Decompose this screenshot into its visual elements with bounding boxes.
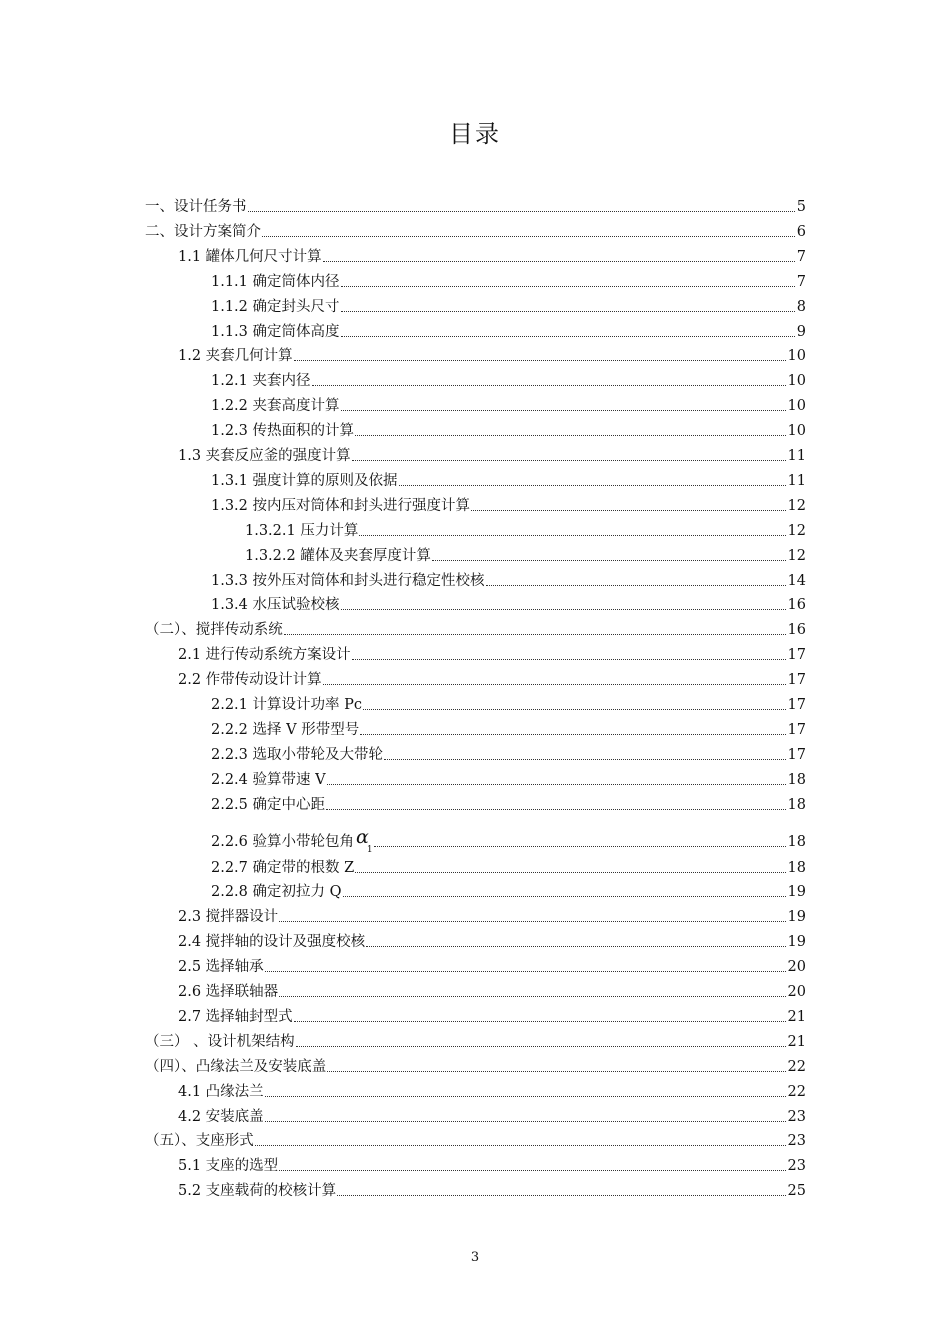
page-title: 目录 <box>449 120 501 148</box>
toc-entry-label: 2.2.8 确定初拉力 Q <box>211 884 342 901</box>
toc-entry-page: 17 <box>787 721 806 738</box>
toc-entry[interactable] <box>245 543 806 565</box>
toc-entry-label: 1.3 夹套反应釜的强度计算 <box>178 448 351 464</box>
toc-entry[interactable] <box>178 642 806 664</box>
toc-entry[interactable] <box>211 294 806 316</box>
toc-entry[interactable] <box>211 692 806 714</box>
dot-leader <box>337 1195 785 1196</box>
toc-entry-label: 1.3.1 强度计算的原则及依据 <box>211 472 398 489</box>
dot-leader <box>255 1145 786 1146</box>
dot-leader <box>352 460 786 461</box>
toc-entry-label: （三） 、设计机架结构 <box>145 1033 295 1050</box>
toc-entry[interactable] <box>145 617 806 639</box>
toc-entry-label: 1.2.2 夹套高度计算 <box>211 398 340 415</box>
dot-leader <box>341 410 786 411</box>
dot-leader <box>296 1046 786 1047</box>
toc-entry-page: 17 <box>787 647 806 664</box>
dot-leader <box>343 896 786 897</box>
toc-entry-page: 21 <box>787 1008 806 1025</box>
toc-entry-label: 1.2.1 夹套内径 <box>211 373 311 390</box>
toc-entry[interactable] <box>211 817 806 855</box>
toc-entry-label: 1.3.2 按内压对筒体和封头进行强度计算 <box>211 497 471 514</box>
toc-entry-page: 25 <box>787 1183 806 1200</box>
toc-entry-page: 21 <box>787 1033 806 1050</box>
toc-entry-label: 一、设计任务书 <box>145 199 247 215</box>
toc-entry[interactable] <box>211 418 806 440</box>
dot-leader <box>360 734 785 735</box>
toc-entry-page: 16 <box>787 597 806 614</box>
toc-entry-page: 18 <box>787 771 806 788</box>
toc-entry-label: （四）、凸缘法兰及安装底盖 <box>145 1058 327 1075</box>
toc-entry[interactable] <box>178 904 806 926</box>
dot-leader <box>341 311 795 312</box>
toc-entry[interactable] <box>178 244 806 266</box>
toc-entry-page: 14 <box>787 572 806 589</box>
toc-entry-label: 二、设计方案简介 <box>145 223 261 240</box>
toc-entry-page: 10 <box>787 423 806 440</box>
toc-entry-label: 1.1.1 确定筒体内径 <box>211 273 340 290</box>
toc-entry[interactable] <box>145 1029 806 1051</box>
toc-entry-page: 12 <box>787 547 806 564</box>
toc-entry-page: 18 <box>787 833 806 850</box>
toc-entry-label: 2.2.1 计算设计功率 Pc <box>211 697 362 713</box>
toc-entry[interactable] <box>145 1054 806 1076</box>
dot-leader <box>294 1021 786 1022</box>
dot-leader <box>374 846 786 847</box>
dot-leader <box>366 946 785 947</box>
toc-entry-page: 12 <box>787 522 806 539</box>
toc-entry[interactable] <box>178 1079 806 1101</box>
alpha-symbol: α <box>356 825 369 848</box>
dot-leader <box>323 261 795 262</box>
toc-entry-page: 23 <box>787 1108 806 1125</box>
toc-entry[interactable] <box>211 592 806 614</box>
toc-entry-page: 10 <box>787 348 806 365</box>
toc-entry[interactable] <box>211 493 806 515</box>
toc-entry-page: 12 <box>787 497 806 514</box>
toc-entry-label: 2.7 选择轴封型式 <box>178 1008 293 1025</box>
toc-entry-label: （五）、支座形式 <box>145 1133 254 1150</box>
toc-entry[interactable] <box>178 954 806 976</box>
toc-entry-label: 1.3.2.1 压力计算 <box>245 522 359 539</box>
toc-entry-label: 2.2.2 选择 V 形带型号 <box>211 721 360 738</box>
toc-entry-label: 1.1.3 确定筒体高度 <box>211 323 340 340</box>
toc-entry-label: 1.2 夹套几何计算 <box>178 348 293 365</box>
toc-entry-page: 19 <box>787 909 806 926</box>
dot-leader <box>341 286 795 287</box>
toc-entry-label: 2.1 进行传动系统方案设计 <box>178 647 351 664</box>
dot-leader <box>432 560 786 561</box>
toc-entry[interactable] <box>178 929 806 951</box>
page-number: 3 <box>470 1250 480 1265</box>
toc-entry[interactable] <box>145 194 806 216</box>
dot-leader <box>248 211 795 212</box>
toc-entry-page: 23 <box>787 1158 806 1175</box>
toc-entry-label: 1.3.2.2 罐体及夹套厚度计算 <box>245 547 431 564</box>
toc-entry[interactable] <box>211 855 806 877</box>
dot-leader <box>471 510 786 511</box>
toc-entry-label: 1.3.3 按外压对筒体和封头进行稳定性校核 <box>211 572 485 589</box>
dot-leader <box>262 236 795 237</box>
toc-entry-label: 2.2.6 验算小带轮包角 <box>211 833 355 850</box>
dot-leader <box>341 609 786 610</box>
dot-leader <box>359 535 785 536</box>
toc-entry[interactable] <box>178 1178 806 1200</box>
toc-entry-page: 17 <box>787 697 806 713</box>
toc-entry[interactable] <box>145 1128 806 1150</box>
toc-entry[interactable] <box>211 269 806 291</box>
dot-leader <box>312 385 786 386</box>
toc-entry-page: 6 <box>796 223 806 240</box>
dot-leader <box>294 360 786 361</box>
toc-entry-label: 5.1 支座的选型 <box>178 1158 279 1175</box>
dot-leader <box>284 634 786 635</box>
toc-entry-label: 5.2 支座载荷的校核计算 <box>178 1183 337 1200</box>
toc-entry-page: 10 <box>787 398 806 415</box>
toc-entry[interactable] <box>178 343 806 365</box>
toc-entry-page: 19 <box>787 884 806 901</box>
toc-entry-label: 1.3.4 水压试验校核 <box>211 597 340 614</box>
dot-leader <box>327 1071 785 1072</box>
toc-entry-label: 2.4 搅拌轴的设计及强度校核 <box>178 934 366 951</box>
dot-leader <box>279 996 785 997</box>
toc-entry[interactable] <box>211 319 806 341</box>
toc-entry-page: 20 <box>787 959 806 976</box>
dot-leader <box>326 809 786 810</box>
toc-entry-label: 1.1 罐体几何尺寸计算 <box>178 248 322 265</box>
dot-leader <box>355 435 786 436</box>
dot-leader <box>265 1121 786 1122</box>
toc-entry-label: 2.2.7 确定带的根数 Z <box>211 859 355 876</box>
dot-leader <box>341 336 795 337</box>
dot-leader <box>323 684 786 685</box>
toc-entry[interactable] <box>211 742 806 764</box>
toc-entry-label: 2.6 选择联轴器 <box>178 984 279 1000</box>
toc-entry-label: 2.2.4 验算带速 V <box>211 771 326 788</box>
toc-entry[interactable] <box>211 879 806 901</box>
toc-entry-page: 8 <box>796 298 806 315</box>
toc-entry-page: 17 <box>787 746 806 763</box>
dot-leader <box>399 485 786 486</box>
toc-entry-label: 2.2.3 选取小带轮及大带轮 <box>211 746 384 763</box>
dot-leader <box>279 1170 785 1171</box>
toc-entry-page: 22 <box>787 1083 806 1100</box>
toc-entry[interactable] <box>211 767 806 789</box>
toc-entry-label: 1.1.2 确定封头尺寸 <box>211 298 340 315</box>
toc-entry[interactable] <box>178 979 806 1001</box>
toc-entry-label: 2.2.5 确定中心距 <box>211 796 326 813</box>
toc-entry-page: 9 <box>796 323 806 340</box>
dot-leader <box>363 709 786 710</box>
toc-entry-page: 18 <box>787 859 806 876</box>
toc-entry-label: 2.2 作带传动设计计算 <box>178 672 322 689</box>
toc-entry[interactable] <box>211 368 806 390</box>
toc-entry-page: 16 <box>787 622 806 639</box>
toc-entry-page: 5 <box>796 199 806 215</box>
dot-leader <box>486 585 786 586</box>
toc-entry[interactable] <box>211 393 806 415</box>
toc-entry-page: 23 <box>787 1133 806 1150</box>
dot-leader <box>352 659 786 660</box>
toc-entry[interactable] <box>178 443 806 465</box>
toc-entry[interactable] <box>211 717 806 739</box>
toc-entry-page: 17 <box>787 672 806 689</box>
toc-entry[interactable] <box>178 1104 806 1126</box>
alpha-subscript: 1 <box>366 844 373 855</box>
toc-entry-label: 4.1 凸缘法兰 <box>178 1083 264 1100</box>
toc-entry-page: 10 <box>787 373 806 390</box>
toc-entry-page: 7 <box>796 248 806 265</box>
toc-entry-label: 2.3 搅拌器设计 <box>178 909 279 926</box>
toc-entry[interactable] <box>211 792 806 814</box>
dot-leader <box>279 921 785 922</box>
dot-leader <box>265 1096 786 1097</box>
toc-entry[interactable] <box>178 1004 806 1026</box>
toc-entry[interactable] <box>178 667 806 689</box>
toc-entry-page: 22 <box>787 1058 806 1075</box>
toc-entry-label: 4.2 安装底盖 <box>178 1108 264 1125</box>
toc-entry-page: 19 <box>787 934 806 951</box>
toc-entry[interactable] <box>245 518 806 540</box>
toc-entry[interactable] <box>211 468 806 490</box>
dot-leader <box>327 784 786 785</box>
toc-entry-label: 2.5 选择轴承 <box>178 959 264 976</box>
toc-entry[interactable] <box>145 219 806 241</box>
dot-leader <box>265 971 786 972</box>
toc-entry[interactable] <box>211 568 806 590</box>
toc-entry-page: 20 <box>787 984 806 1000</box>
toc-entry-label: 1.2.3 传热面积的计算 <box>211 423 355 440</box>
toc-entry-page: 11 <box>787 448 806 464</box>
toc-entry-page: 18 <box>787 796 806 813</box>
toc-entry-page: 7 <box>796 273 806 290</box>
toc-entry[interactable] <box>178 1153 806 1175</box>
dot-leader <box>355 872 785 873</box>
toc-entry-label: （二）、搅拌传动系统 <box>145 622 283 639</box>
dot-leader <box>384 759 786 760</box>
toc-entry-page: 11 <box>787 472 806 489</box>
